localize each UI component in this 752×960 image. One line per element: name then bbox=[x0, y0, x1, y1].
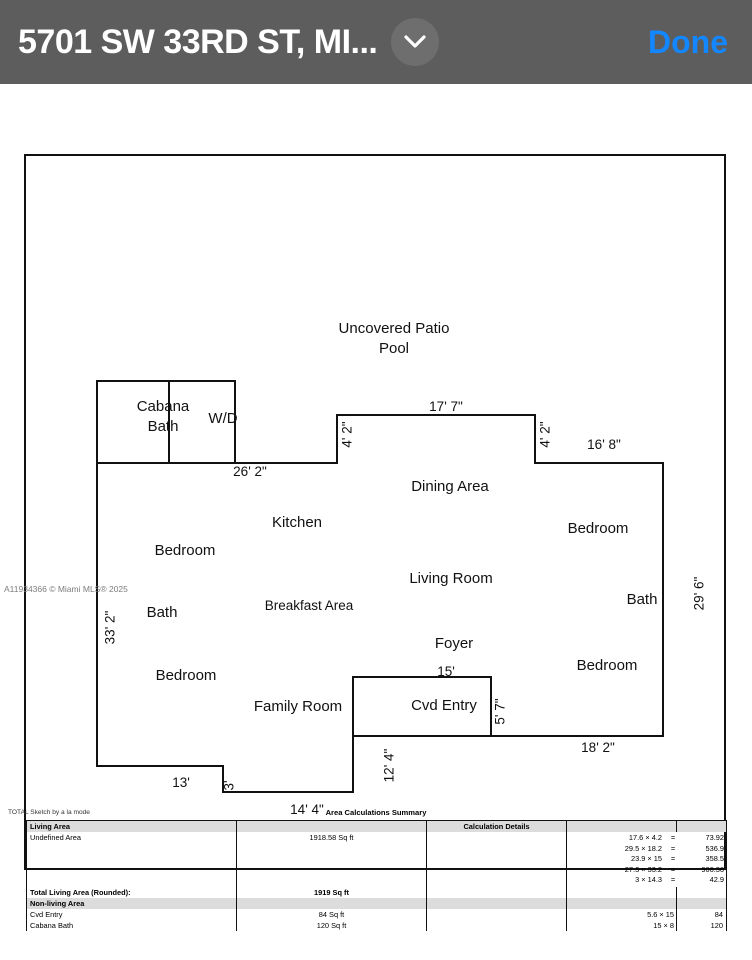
dimension-label: 5' 7" bbox=[492, 698, 508, 725]
room-label: Bedroom bbox=[155, 667, 217, 684]
room-label: Cvd Entry bbox=[411, 697, 477, 714]
row-calc: 5.6 × 15 bbox=[567, 909, 677, 920]
table-row bbox=[27, 920, 727, 931]
detail-eq: = bbox=[670, 854, 676, 863]
detail-calc: 3 × 14.3 bbox=[635, 875, 662, 884]
room-label: Family Room bbox=[253, 698, 343, 715]
living-area-band-value bbox=[237, 821, 427, 833]
dimension-label: 17' 7" bbox=[429, 399, 463, 414]
calc-details-band-label: Calculation Details bbox=[427, 821, 567, 833]
detail-result: 906.36 bbox=[701, 864, 724, 874]
room-label: Pool bbox=[378, 340, 410, 357]
detail-eq: = bbox=[670, 843, 676, 853]
table-row bbox=[27, 832, 727, 887]
room-label: W/D bbox=[208, 410, 238, 427]
table-row bbox=[27, 821, 727, 833]
dimension-label: 33' 2" bbox=[102, 610, 118, 645]
room-label: Bath bbox=[146, 604, 178, 621]
area-calculations-header: Area Calculations Summary bbox=[325, 808, 427, 817]
document-sheet bbox=[0, 84, 752, 960]
dimension-label: 4' 2" bbox=[339, 421, 355, 448]
detail-calculations bbox=[567, 832, 727, 887]
dimension-label: 15' bbox=[437, 664, 455, 679]
room-label: Bedroom bbox=[154, 542, 216, 559]
room-label: Breakfast Area bbox=[264, 598, 354, 613]
wall-segment bbox=[352, 676, 492, 678]
row-calc: 15 × 8 bbox=[567, 920, 677, 931]
detail-eq: = bbox=[670, 833, 676, 842]
living-area-band-label: Living Area bbox=[27, 821, 237, 833]
detail-eq: = bbox=[670, 864, 676, 874]
dimension-label: 12' 4" bbox=[381, 748, 397, 783]
dimension-label: 18' 2" bbox=[581, 740, 615, 755]
wall-segment bbox=[336, 414, 338, 462]
wall-segment bbox=[534, 414, 536, 462]
wall-segment bbox=[336, 414, 536, 416]
row-value: 120 Sq ft bbox=[237, 920, 427, 931]
room-label: Cabana bbox=[136, 398, 190, 415]
wall-segment bbox=[96, 380, 98, 464]
wall-segment bbox=[352, 735, 492, 737]
table-row bbox=[27, 898, 727, 909]
wall-segment bbox=[96, 765, 224, 767]
detail-eq: = bbox=[670, 875, 676, 884]
dimension-label: 26' 2" bbox=[233, 464, 267, 479]
row-value: 1918.58 Sq ft bbox=[237, 832, 427, 887]
detail-calc: 17.6 × 4.2 bbox=[628, 833, 662, 842]
room-label: Bedroom bbox=[576, 657, 638, 674]
room-label: Bath bbox=[626, 591, 658, 608]
row-label: Cvd Entry bbox=[27, 909, 237, 920]
row-label: Undefined Area bbox=[27, 832, 237, 887]
wall-segment bbox=[534, 462, 664, 464]
dimension-label: 14' 4" bbox=[290, 802, 324, 817]
row-result: 84 bbox=[677, 909, 727, 920]
row-result: 120 bbox=[677, 920, 727, 931]
wall-segment bbox=[492, 735, 664, 737]
detail-result: 358.5 bbox=[705, 854, 724, 863]
area-calculations-table bbox=[26, 820, 727, 931]
room-label: Bath bbox=[147, 418, 179, 435]
dimension-label: 16' 8" bbox=[587, 437, 621, 452]
sketch-credit: TOTAL Sketch by a la mode bbox=[8, 809, 90, 816]
dimension-label: 3' bbox=[221, 780, 237, 791]
room-label: Living Room bbox=[409, 570, 493, 587]
table-row bbox=[27, 909, 727, 920]
chevron-down-icon bbox=[404, 35, 426, 49]
detail-result: 42.9 bbox=[709, 875, 724, 884]
total-living-area-value: 1919 Sq ft bbox=[237, 887, 427, 898]
wall-segment bbox=[96, 462, 338, 464]
room-label: Uncovered Patio bbox=[338, 320, 450, 337]
room-label: Bedroom bbox=[567, 520, 629, 537]
dimension-label: 29' 6" bbox=[691, 576, 707, 611]
room-label: Dining Area bbox=[411, 478, 489, 495]
room-label: Kitchen bbox=[271, 514, 323, 531]
watermark: A11934366 © Miami MLS® 2025 bbox=[4, 584, 128, 594]
non-living-area-band-label: Non-living Area bbox=[27, 898, 237, 909]
detail-result: 536.9 bbox=[705, 843, 724, 853]
detail-result: 73.92 bbox=[705, 833, 724, 842]
dimension-label: 4' 2" bbox=[537, 421, 553, 448]
row-label: Cabana Bath bbox=[27, 920, 237, 931]
app-header bbox=[0, 0, 752, 84]
detail-calc: 23.9 × 15 bbox=[630, 854, 662, 863]
page-title: 5701 SW 33RD ST, MI... bbox=[18, 22, 378, 61]
done-button[interactable]: Done bbox=[648, 23, 728, 60]
wall-segment bbox=[96, 380, 236, 382]
room-label: Foyer bbox=[434, 635, 474, 652]
floorplan-frame bbox=[24, 154, 726, 870]
detail-calc: 29.5 × 18.2 bbox=[624, 843, 662, 853]
detail-calc: 27.3 × 33.2 bbox=[624, 864, 662, 874]
table-row bbox=[27, 887, 727, 898]
wall-segment bbox=[96, 462, 98, 767]
total-living-area-label: Total Living Area (Rounded): bbox=[27, 887, 237, 898]
row-value: 84 Sq ft bbox=[237, 909, 427, 920]
dimension-label: 13' bbox=[172, 775, 190, 790]
chevron-down-button[interactable] bbox=[391, 18, 439, 66]
wall-segment bbox=[222, 791, 354, 793]
